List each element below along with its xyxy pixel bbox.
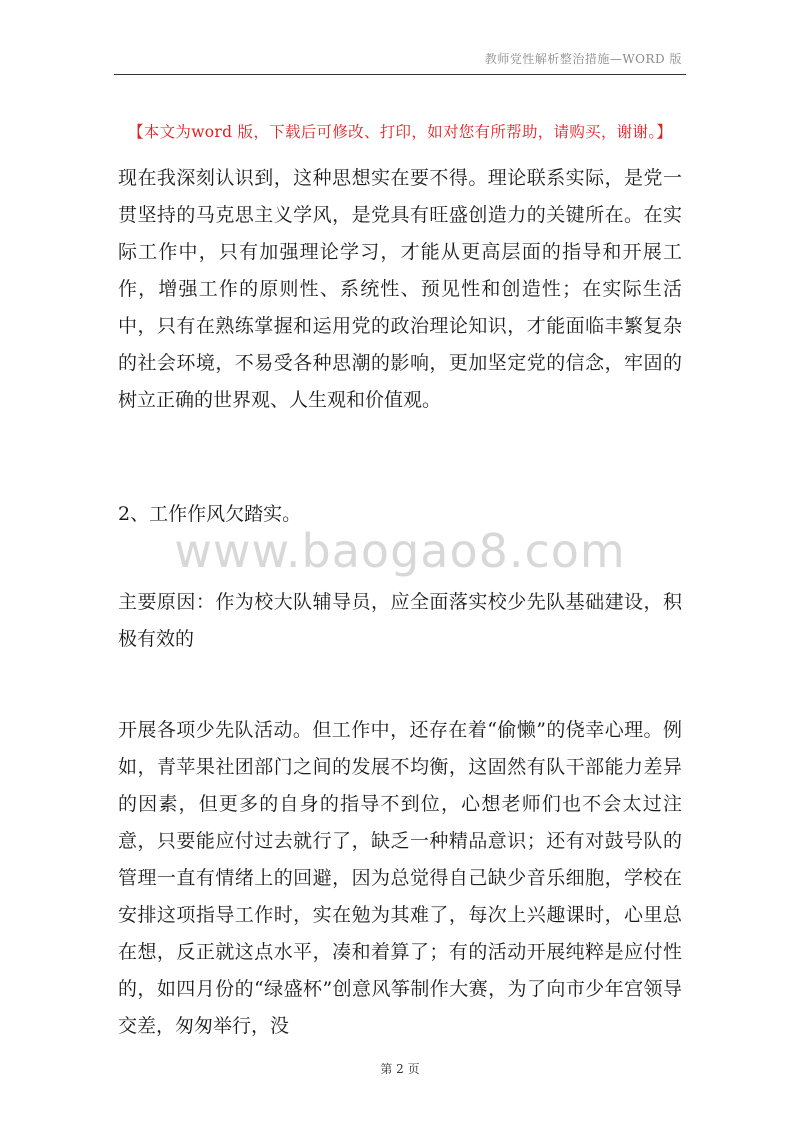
- page-number: 第 2 页: [380, 1062, 420, 1076]
- section-heading: 2、工作作风欠踏实。: [118, 503, 302, 525]
- paragraph-continued: 开展各项少先队活动。但工作中，还存在着“偷懒”的侥幸心理。例如，青苹果社团部门之间的发展不均衡，这固然有队干部能力差异的因素，但更多的自身的指导不到位，心想老师们也不会太过注意，只要能应付过去就行了，缺乏一种精品意识；还有对鼓号队的管理一直有情绪上的回避，因为总觉得自己缺少音乐细胞，学校在安排这项指导工作时，实在勉为其难了，每次上兴趣课时，心里总在想，反正就这点水平，凑和着算了；有的活动开展纯粹是应付性的，如四月份的“绿盛杯”创意风筝制作大赛，为了向市少年宫领导交差，匆匆举行，没: [118, 719, 682, 1037]
- document-header-title: 教师党性解析整治措施—WORD 版: [484, 52, 682, 66]
- watermark: www.baogao8.com: [174, 524, 626, 578]
- download-notice: 【本文为word 版，下载后可修改、打印，如对您有所帮助，请购买，谢谢。】: [128, 123, 673, 141]
- paragraph-reason: 主要原因：作为校大队辅导员，应全面落实校少先队基础建设，积极有效的: [118, 591, 682, 650]
- header-divider: [114, 74, 686, 75]
- paragraph-1: 现在我深刻认识到，这种思想实在要不得。理论联系实际，是党一贯坚持的马克思主义学风，是党具有旺盛创造力的关键所在。在实际工作中，只有加强理论学习，才能从更高层面的指导和开展工作，增强工作的原则性、系统性、预见性和创造性；在实际生活中，只有在熟练掌握和运用党的政治理论知识，才能面临丰繁复杂的社会环境，不易受各种思潮的影响，更加坚定党的信念，牢固的树立正确的世界观、人生观和价值观。: [118, 167, 682, 411]
